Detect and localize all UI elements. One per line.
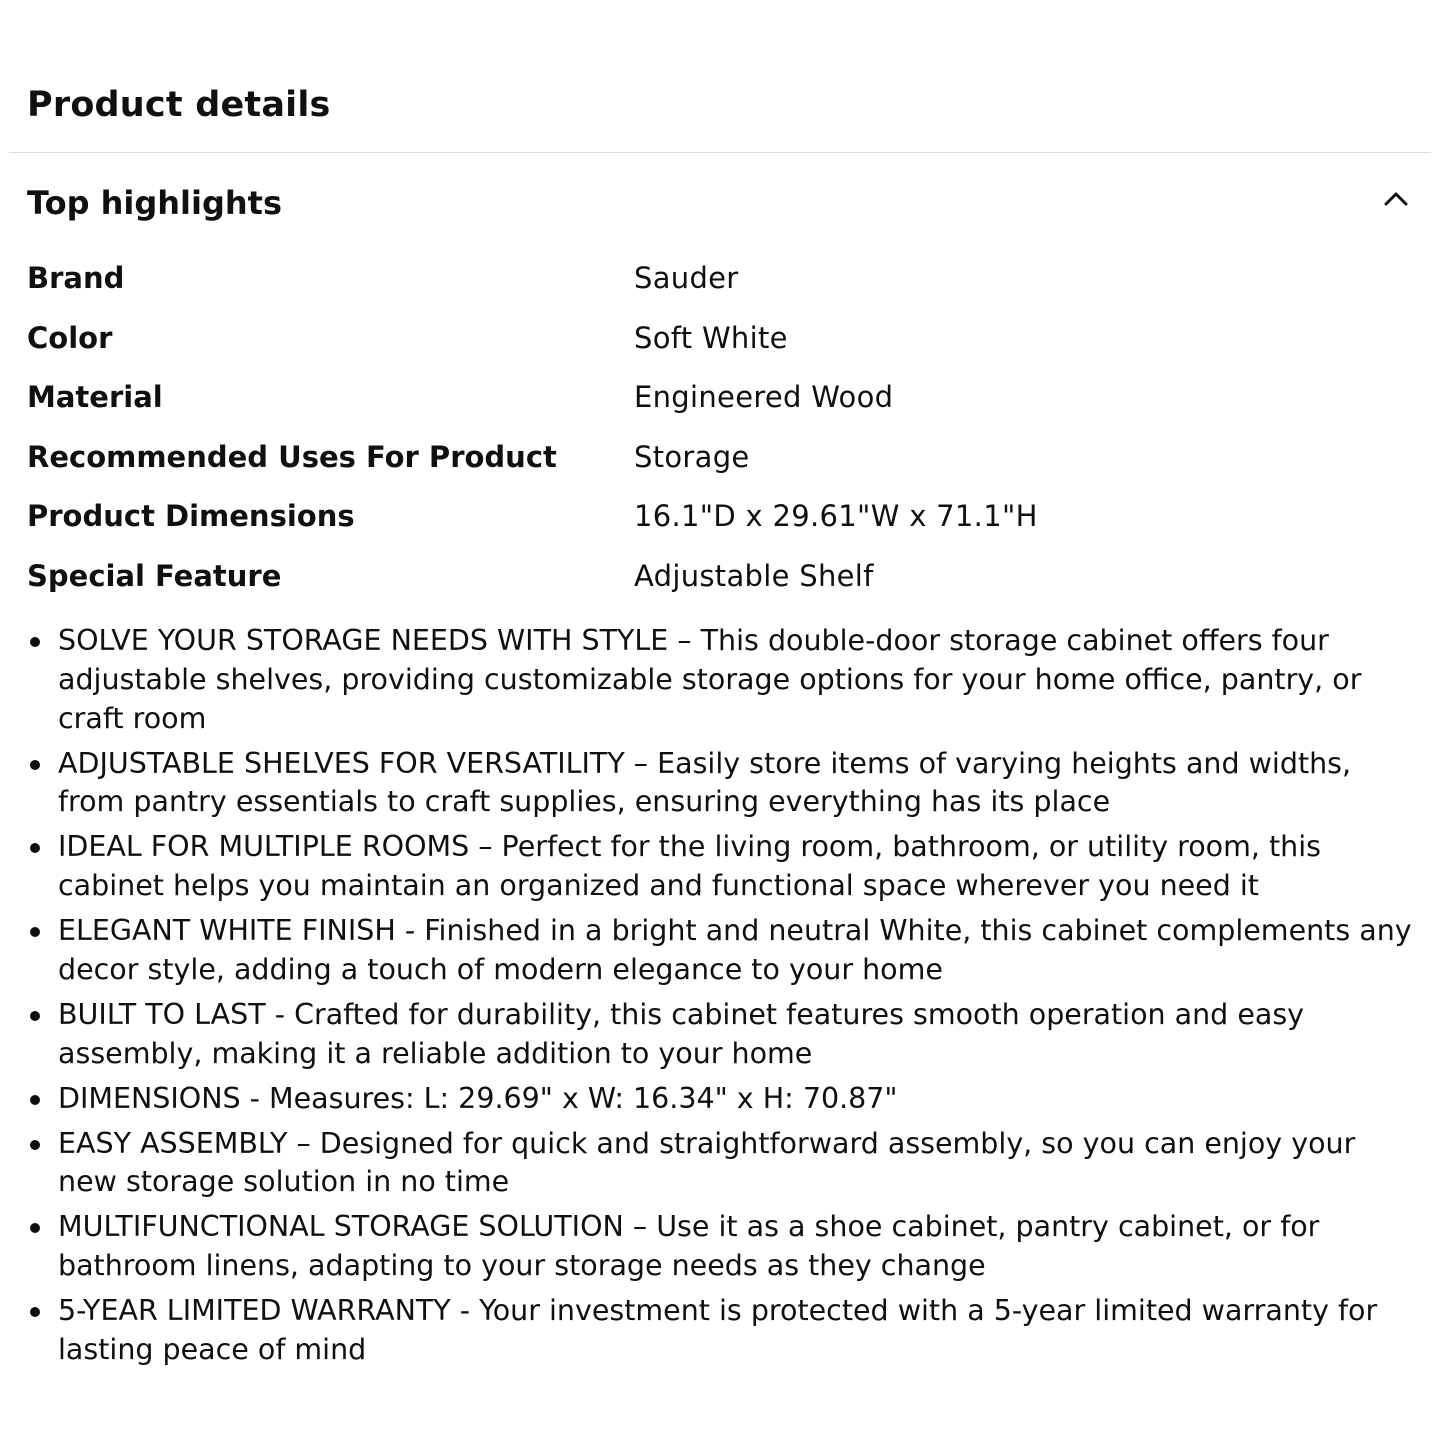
chevron-up-icon[interactable] <box>1380 183 1412 215</box>
spec-value: 16.1"D x 29.61"W x 71.1"H <box>634 499 1038 533</box>
bullet-dot-icon <box>30 760 40 770</box>
feature-bullet <box>27 1125 1412 1203</box>
spec-table <box>27 252 1412 609</box>
bullet-dot-icon <box>30 1140 40 1150</box>
feature-bullet-list <box>27 622 1412 1376</box>
feature-bullet <box>27 745 1412 823</box>
spec-label: Product Dimensions <box>27 499 355 533</box>
feature-bullet-text: ELEGANT WHITE FINISH - Finished in a bright and neutral White, this cabinet complements any decor style, adding a touch of modern elegance to your home <box>58 914 1412 986</box>
feature-bullet-text: BUILT TO LAST - Crafted for durability, this cabinet features smooth operation and easy assembly, making it a reliable addition to your home <box>58 997 1305 1070</box>
spec-label: Color <box>27 320 113 355</box>
spec-value: Soft White <box>634 320 788 355</box>
spec-row-product-dimensions <box>27 490 1412 550</box>
spec-label: Material <box>27 380 163 414</box>
feature-bullet-text: DIMENSIONS - Measures: L: 29.69" x W: 16.34" x H: 70.87" <box>58 1081 898 1115</box>
spec-value: Engineered Wood <box>634 380 894 414</box>
feature-bullet <box>27 912 1412 990</box>
spec-value: Storage <box>634 439 750 474</box>
spec-row-special-feature <box>27 550 1412 610</box>
feature-bullet-text: MULTIFUNCTIONAL STORAGE SOLUTION – Use it as a shoe cabinet, pantry cabinet, or for bathroom linens, adapting to your storage needs as they change <box>58 1210 1320 1283</box>
spec-value: Sauder <box>634 261 739 295</box>
bullet-dot-icon <box>30 637 40 647</box>
bullet-dot-icon <box>30 927 40 937</box>
spec-row-color <box>27 312 1412 372</box>
feature-bullet-text: 5-YEAR LIMITED WARRANTY - Your investment is protected with a 5-year limited warranty for lasting peace of mind <box>58 1294 1378 1367</box>
feature-bullet-text: EASY ASSEMBLY – Designed for quick and straightforward assembly, so you can enjoy your new storage solution in no time <box>58 1126 1356 1199</box>
feature-bullet <box>27 828 1412 906</box>
feature-bullet <box>27 996 1412 1074</box>
bullet-dot-icon <box>30 1095 40 1105</box>
section-divider <box>9 152 1431 153</box>
spec-label: Special Feature <box>27 558 282 593</box>
spec-row-material <box>27 371 1412 431</box>
bullet-dot-icon <box>30 843 40 853</box>
section-title: Top highlights <box>27 184 283 222</box>
feature-bullet-text: ADJUSTABLE SHELVES FOR VERSATILITY – Easily store items of varying heights and widths, from pantry essentials to craft supplies, ensuring everything has its place <box>58 746 1352 819</box>
spec-label: Recommended Uses For Product <box>27 439 557 474</box>
top-highlights-header[interactable] <box>27 179 1412 229</box>
spec-row-recommended-uses <box>27 431 1412 491</box>
feature-bullet-text: SOLVE YOUR STORAGE NEEDS WITH STYLE – This double-door storage cabinet offers four adjustable shelves, providing customizable storage options for your home office, pantry, or craft room <box>58 624 1362 735</box>
feature-bullet <box>27 622 1412 738</box>
bullet-dot-icon <box>30 1011 40 1021</box>
feature-bullet-text: IDEAL FOR MULTIPLE ROOMS – Perfect for the living room, bathroom, or utility room, this cabinet helps you maintain an organized and functional space wherever you need it <box>58 830 1321 903</box>
spec-label: Brand <box>27 261 125 295</box>
feature-bullet <box>27 1080 1412 1119</box>
bullet-dot-icon <box>30 1307 40 1317</box>
feature-bullet <box>27 1208 1412 1286</box>
bullet-dot-icon <box>30 1223 40 1233</box>
feature-bullet <box>27 1292 1412 1370</box>
spec-row-brand <box>27 252 1412 312</box>
spec-value: Adjustable Shelf <box>634 558 874 593</box>
page-title: Product details <box>27 85 331 125</box>
